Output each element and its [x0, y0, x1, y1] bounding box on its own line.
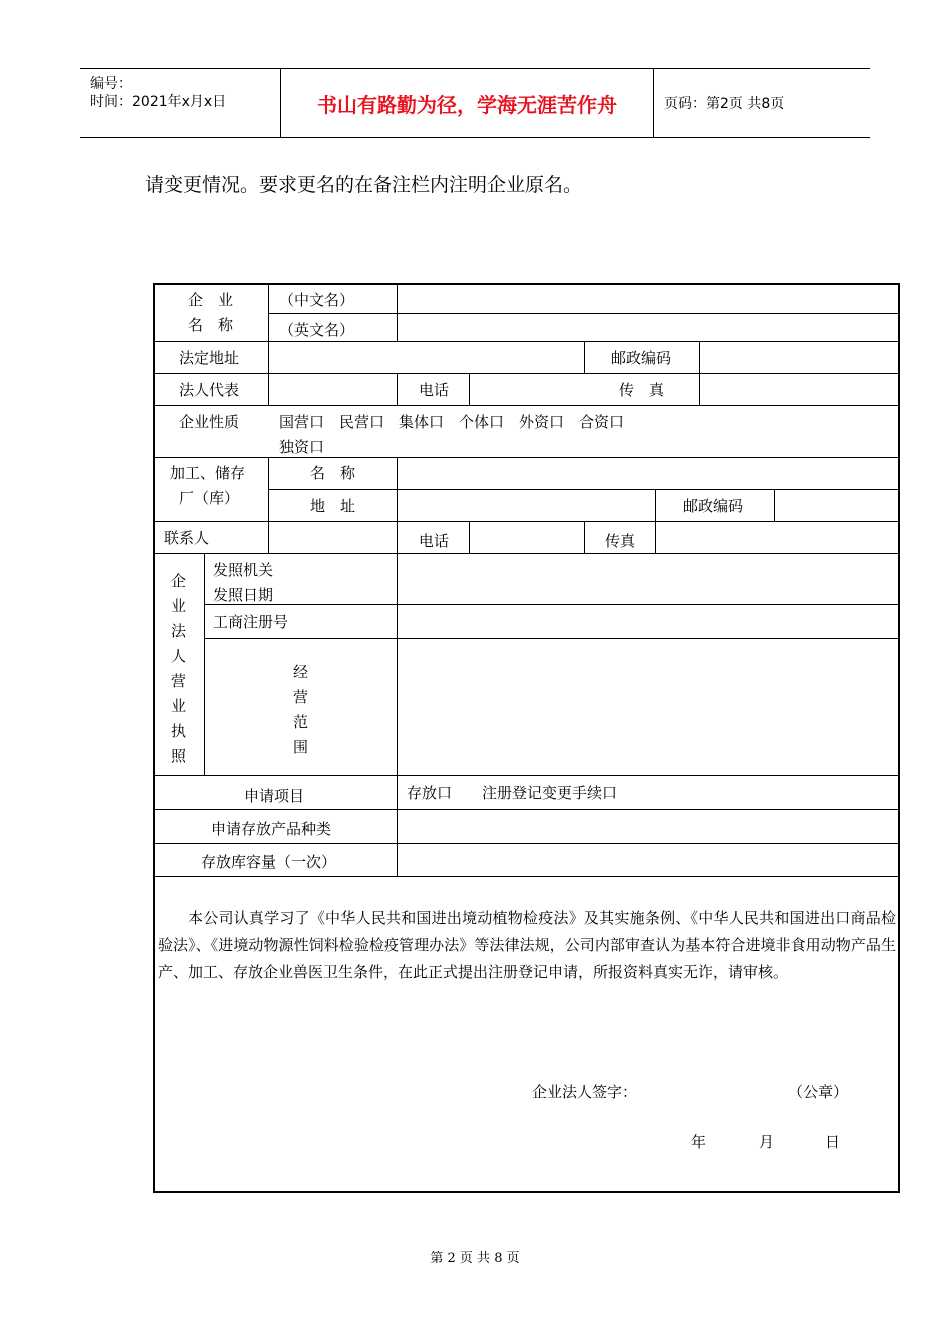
month-label: 月: [759, 1133, 775, 1151]
phone-label: 电话: [419, 381, 450, 399]
license-label-char: 业: [171, 597, 187, 615]
business-scope-label: [293, 660, 313, 760]
company-nature-options: 国营口 民营口 集体口 个体口 外资口 合资口: [279, 413, 625, 431]
company-nature-options-2: 独资口: [279, 438, 325, 456]
company-name-label: 企 业: [188, 291, 234, 309]
legal-address-label: 法定地址: [179, 349, 240, 367]
application-options: 存放口 注册登记变更手续口: [407, 784, 618, 802]
fax-label: 传 真: [619, 381, 665, 399]
scope-label-char: 经: [293, 663, 309, 681]
header-meta: [80, 69, 281, 137]
license-label-char: 执: [171, 722, 187, 740]
scope-label-char: 范: [293, 713, 309, 731]
seal-label: （公章）: [788, 1083, 849, 1101]
facility-label: 加工、储存: [170, 464, 246, 482]
facility-postal-label: 邮政编码: [683, 497, 744, 515]
intro-text: 请变更情况。要求更名的在备注栏内注明企业原名。: [145, 174, 583, 196]
page-footer: 第 2 页 共 8 页: [430, 1251, 520, 1266]
capacity-label: 存放库容量（一次）: [201, 853, 337, 871]
scope-label-char: 围: [293, 738, 309, 756]
business-license-label: [171, 569, 191, 769]
contact-phone-label: 电话: [419, 532, 450, 550]
header-page-info: 页码：第2页 共8页: [664, 96, 785, 112]
license-label-char: 法: [171, 622, 187, 640]
english-name-label: （英文名）: [279, 321, 355, 339]
facility-label-2: 厂（库）: [179, 489, 240, 507]
product-types-label: 申请存放产品种类: [211, 820, 332, 838]
document-date: 时间：2021年x月x日: [90, 94, 227, 110]
chinese-name-label: （中文名）: [279, 291, 355, 309]
contact-label: 联系人: [164, 529, 210, 547]
issue-date-label: 发照日期: [213, 586, 274, 604]
page-header: [80, 68, 870, 138]
facility-address-label: 地 址: [310, 497, 356, 515]
contact-fax-label: 传真: [605, 532, 636, 550]
legal-rep-label: 法人代表: [179, 381, 240, 399]
year-label: 年: [691, 1133, 707, 1151]
license-label-char: 人: [171, 647, 187, 665]
registration-no-label: 工商注册号: [213, 613, 289, 631]
signature-label: 企业法人签字：: [532, 1083, 638, 1101]
postal-code-label: 邮政编码: [611, 349, 672, 367]
registration-form: [153, 283, 900, 1193]
company-name-label-2: 名 称: [188, 316, 234, 334]
scope-label-char: 营: [293, 688, 309, 706]
issuing-authority-label: 发照机关: [213, 561, 274, 579]
application-item-label: 申请项目: [244, 787, 305, 805]
company-nature-label: 企业性质: [179, 413, 240, 431]
day-label: 日: [825, 1133, 841, 1151]
license-label-char: 营: [171, 672, 187, 690]
license-label-char: 照: [171, 747, 187, 765]
facility-name-label: 名 称: [310, 464, 356, 482]
license-label-char: 业: [171, 697, 187, 715]
license-label-char: 企: [171, 572, 187, 590]
header-motto: 书山有路勤为径，学海无涯苦作舟: [281, 69, 654, 137]
declaration-text: 本公司认真学习了《中华人民共和国进出境动植物检疫法》及其实施条例、《中华人民共和国进出口商品检验法》、《进境动物源性饲料检验检疫管理办法》等法律法规，公司内部审查认为基本符合进境非食用动物产品生产、加工、存放企业兽医卫生条件，在此正式提出注册登记申请，所报资料真实无诈，请审核。: [158, 909, 896, 981]
document-number: 编号：: [90, 76, 132, 92]
